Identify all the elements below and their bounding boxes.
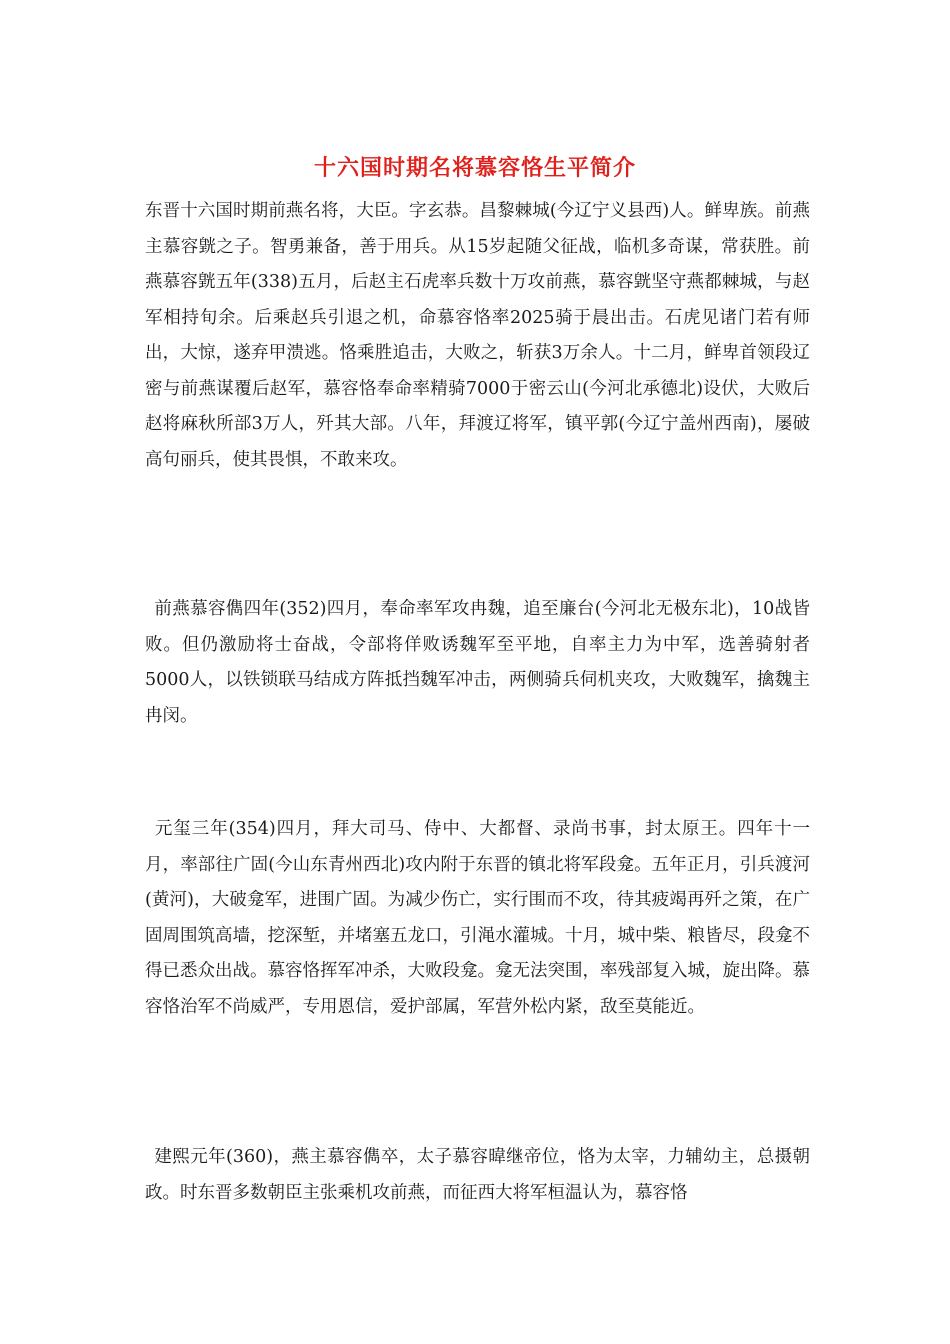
paragraph-4 (145, 1140, 810, 1211)
document-title: 十六国时期名将慕容恪生平简介 (313, 155, 636, 181)
paragraph-4-text: 建熙元年(360)，燕主慕容儁卒，太子慕容暐继帝位，恪为太宰，力辅幼主，总摄朝政。时东晋多数朝臣主张乘机攻前燕，而征西大将军桓温认为，慕容恪 (145, 1147, 810, 1203)
paragraph-1 (145, 194, 810, 478)
paragraph-3-text: 元玺三年(354)四月，拜大司马、侍中、大都督、录尚书事，封太原王。四年十一月，率部往广固(今山东青州西北)攻内附于东晋的镇北将军段龛。五年正月，引兵渡河(黄河)，大破龛军，进围广固。为减少伤亡，实行围而不攻，待其疲竭再歼之策，在广固周围筑高墙，挖深堑，并堵塞五龙口，引渑水灌城。十月，城中柴、粮皆尽，段龛不得已悉众出战。慕容恪挥军冲杀，大败段龛。龛无法突围，率残部复入城，旋出降。慕容恪治军不尚威严，专用恩信，爱护部属，军营外松内紧，敌至莫能近。 (145, 819, 810, 1017)
paragraph-1-text: 东晋十六国时期前燕名将，大臣。字玄恭。昌黎棘城(今辽宁义县西)人。鲜卑族。前燕主慕容皝之子。智勇兼备，善于用兵。从15岁起随父征战，临机多奇谋，常获胜。前燕慕容皝五年(338)五月，后赵主石虎率兵数十万攻前燕，慕容皝坚守燕都棘城，与赵军相持旬余。后乘赵兵引退之机，命慕容恪率2025骑于晨出击。石虎见诸门若有师出，大惊，遂弃甲溃逃。恪乘胜追击，大败之，斩获3万余人。十二月，鲜卑首领段辽密与前燕谋覆后赵军，慕容恪奉命率精骑7000于密云山(今河北承德北)设伏，大败后赵将麻秋所部3万人，歼其大部。八年，拜渡辽将军，镇平郭(今辽宁盖州西南)，屡破高句丽兵，使其畏惧，不敢来攻。 (145, 201, 810, 470)
paragraph-2-text: 前燕慕容儁四年(352)四月，奉命率军攻冉魏，追至廉台(今河北无极东北)，10战皆败。但仍激励将士奋战，令部将佯败诱魏军至平地，自率主力为中军，选善骑射者5000人，以铁锁联马结成方阵抵挡魏军冲击，两侧骑兵伺机夹攻，大败魏军，擒魏主冉闵。 (145, 599, 810, 726)
paragraph-2 (145, 592, 810, 734)
paragraph-3 (145, 812, 810, 1025)
